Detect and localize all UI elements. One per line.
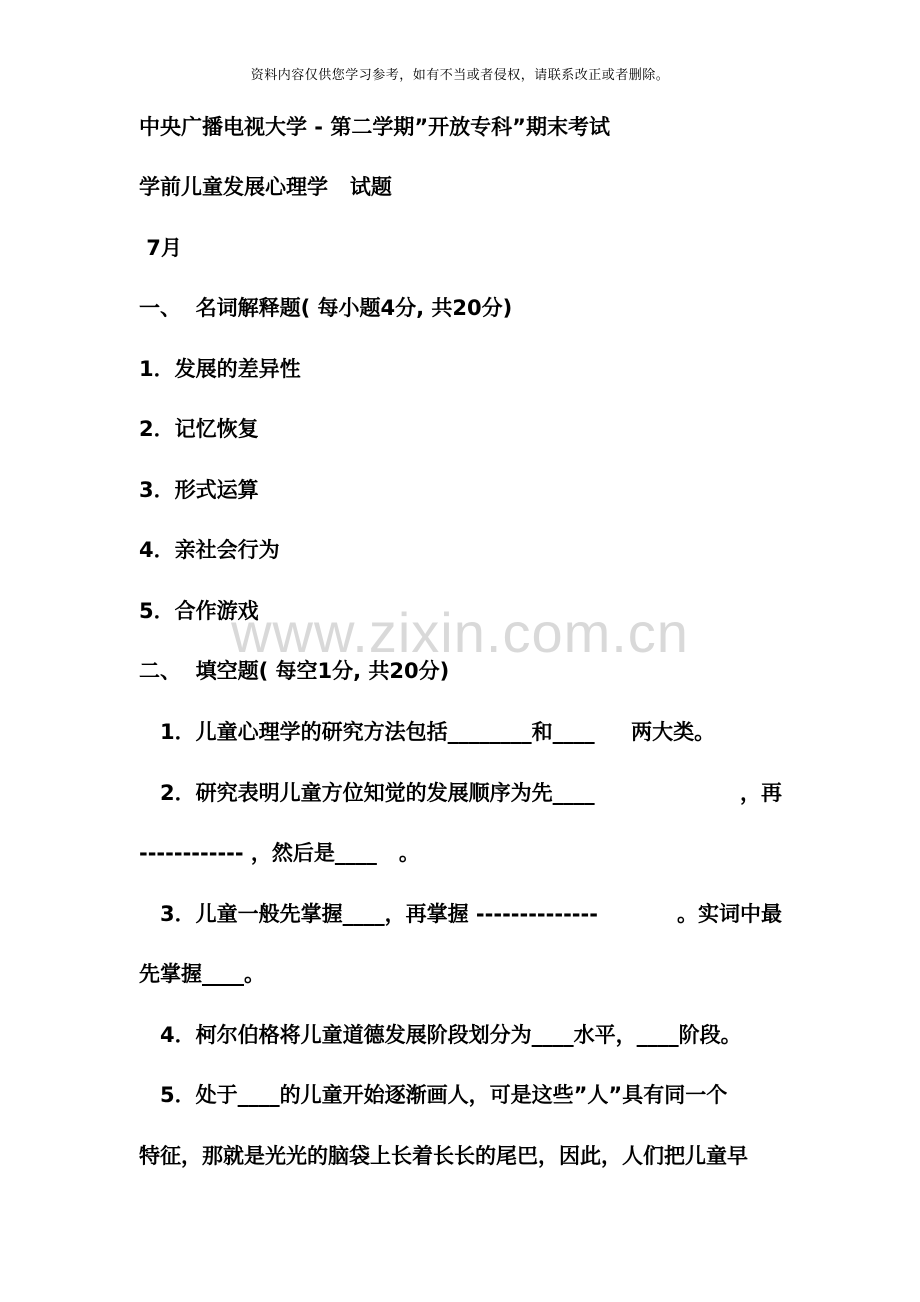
fill-question-5-line2: 特征，那就是光光的脑袋上长着长长的尾巴，因此，人们把儿童早 [139, 1144, 748, 1168]
definition-item: 1．发展的差异性 [139, 357, 301, 381]
fill-question-3-line2: 先掌握____。 [139, 962, 265, 986]
fill-question-3-text: 3．儿童一般先掌握____，再掌握 -------------- [160, 902, 606, 926]
watermark: www.zixin.com.cn [231, 601, 689, 664]
definition-item: 2．记忆恢复 [139, 417, 259, 441]
fill-question-4: 4．柯尔伯格将儿童道德发展阶段划分为____水平，____阶段。 [160, 1023, 742, 1047]
definition-item: 3．形式运算 [139, 478, 259, 502]
definition-item: 5．合作游戏 [139, 599, 259, 623]
fill-question-2-tail: ，再 [740, 781, 782, 805]
exam-date: 7月 [139, 236, 182, 260]
disclaimer-header: 资料内容仅供您学习参考，如有不当或者侵权，请联系改正或者删除。 [250, 68, 670, 83]
fill-question-5-line1: 5．处于____的儿童开始逐渐画人，可是这些”人”具有同一个 [160, 1083, 728, 1107]
exam-subject: 学前儿童发展心理学 试题 [139, 175, 392, 199]
section-heading-definitions: 一、 名词解释题( 每小题4分, 共20分) [139, 296, 513, 320]
section-heading-fill-blank: 二、 填空题( 每空1分, 共20分) [139, 659, 450, 683]
fill-question-1: 1．儿童心理学的研究方法包括________和____ 两大类。 [160, 720, 716, 744]
fill-question-2-line1 [160, 778, 782, 808]
fill-question-2-text: 2．研究表明儿童方位知觉的发展顺序为先____ [160, 781, 595, 805]
definition-item: 4．亲社会行为 [139, 538, 280, 562]
exam-title: 中央广播电视大学 - 第二学期”开放专科”期末考试 [139, 115, 610, 139]
fill-question-3-line1 [160, 899, 782, 929]
fill-question-2-line2: ------------ ，然后是____ 。 [139, 841, 420, 865]
fill-question-3-tail: 。实词中最 [677, 902, 782, 926]
